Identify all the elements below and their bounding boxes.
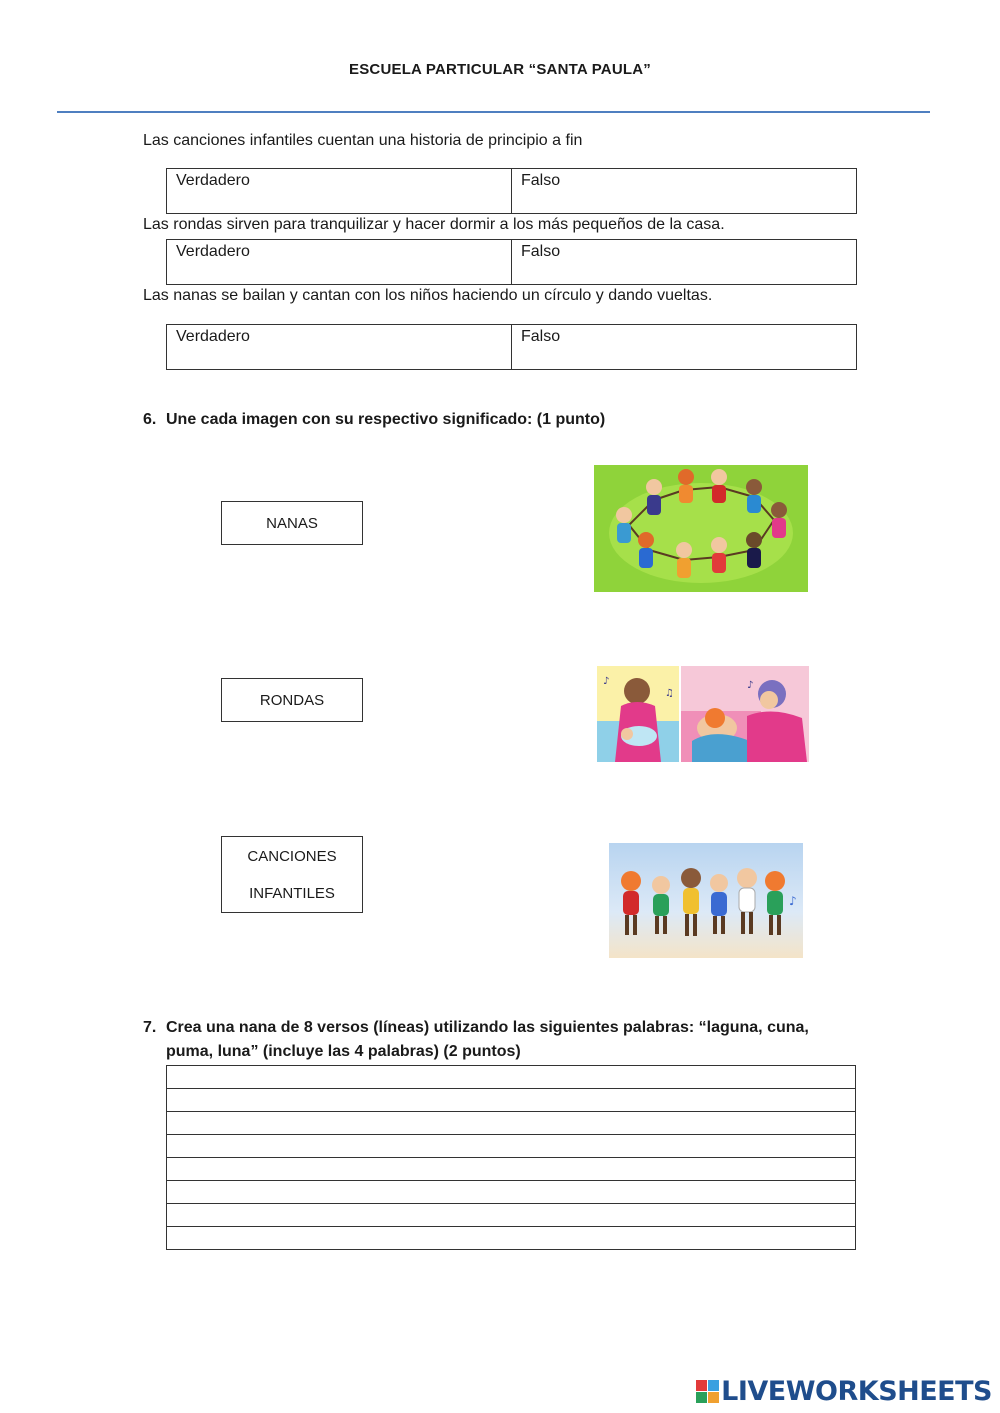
answer-line[interactable]: [166, 1181, 856, 1204]
liveworksheets-brand: [696, 1376, 992, 1407]
answer-line[interactable]: [166, 1112, 856, 1135]
question-7-text: Crea una nana de 8 versos (líneas) utilizando las siguientes palabras: “laguna, cuna, puma, luna” (incluye las 4 palabras) (2 puntos): [166, 1019, 809, 1060]
term-canciones-line2: INFANTILES: [249, 884, 335, 902]
option-false-3[interactable]: Falso: [511, 325, 856, 369]
option-false-2[interactable]: Falso: [511, 240, 856, 284]
answer-lines: [166, 1065, 856, 1250]
option-true-3[interactable]: Verdadero: [176, 328, 250, 345]
svg-text:♪: ♪: [747, 680, 754, 691]
question-6-number: 6.: [143, 411, 157, 428]
svg-text:♪: ♪: [789, 894, 797, 908]
statement-3: Las nanas se bailan y cantan con los niños haciendo un círculo y dando vueltas.: [143, 287, 713, 304]
term-canciones-infantiles[interactable]: [221, 836, 363, 913]
question-7-number: 7.: [143, 1019, 157, 1036]
answer-line[interactable]: [166, 1066, 856, 1089]
term-nanas[interactable]: [221, 501, 363, 545]
answer-line[interactable]: [166, 1204, 856, 1227]
true-false-table-2: [166, 239, 857, 285]
statement-2: Las rondas sirven para tranquilizar y hacer dormir a los más pequeños de la casa.: [143, 216, 725, 233]
true-false-table-3: [166, 324, 857, 370]
image-mothers-lullaby[interactable]: [597, 666, 809, 762]
question-6-text: Une cada imagen con su respectivo significado: (1 punto): [166, 411, 606, 428]
question-6: [143, 408, 858, 432]
svg-text:♪: ♪: [603, 676, 610, 687]
question-7: [143, 1016, 858, 1064]
option-true-2[interactable]: Verdadero: [176, 243, 250, 260]
option-false-1[interactable]: Falso: [511, 169, 856, 213]
term-rondas-label: RONDAS: [259, 691, 325, 709]
answer-line[interactable]: [166, 1135, 856, 1158]
school-title: ESCUELA PARTICULAR “SANTA PAULA”: [349, 61, 651, 78]
option-true-1[interactable]: Verdadero: [176, 172, 250, 189]
term-canciones-line1: CANCIONES: [247, 847, 337, 865]
header-divider: [57, 111, 930, 113]
answer-line[interactable]: [166, 1089, 856, 1112]
liveworksheets-logo-icon: [696, 1380, 719, 1403]
answer-line[interactable]: [166, 1227, 856, 1250]
image-children-singing-dancing[interactable]: [609, 843, 803, 958]
answer-line[interactable]: [166, 1158, 856, 1181]
svg-text:♫: ♫: [665, 688, 674, 699]
term-nanas-label: NANAS: [266, 514, 318, 532]
brand-text: LIVEWORKSHEETS: [721, 1376, 992, 1407]
term-rondas[interactable]: [221, 678, 363, 722]
image-children-circle-dance[interactable]: [594, 465, 808, 592]
statement-1: Las canciones infantiles cuentan una historia de principio a fin: [143, 132, 583, 149]
true-false-table-1: [166, 168, 857, 214]
